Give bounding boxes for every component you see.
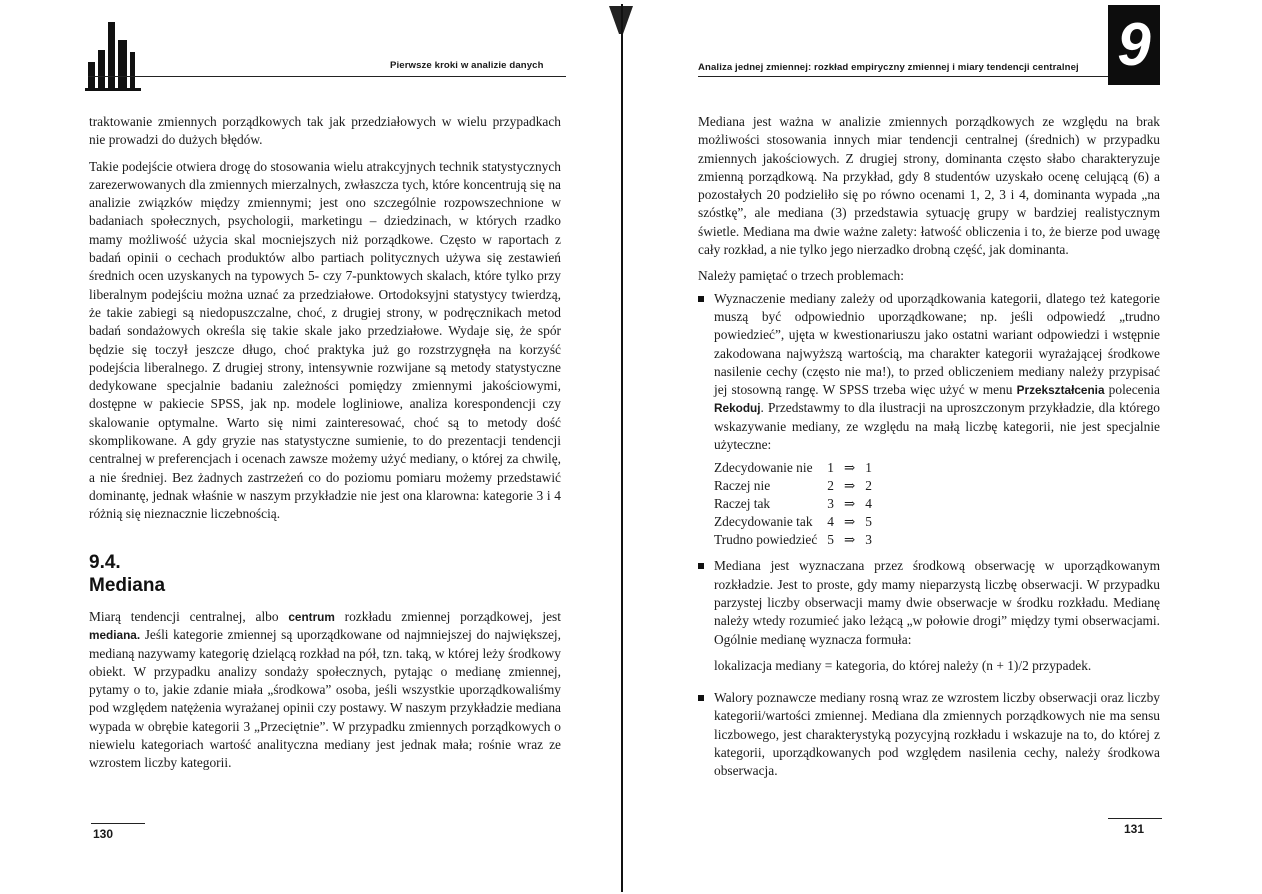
header-rule-left	[88, 76, 566, 77]
paragraph: Należy pamiętać o trzech problemach:	[698, 268, 904, 284]
paragraph: Mediana jest ważna w analizie zmiennych porządkowych ze względu na brak możliwości stosowania innych miar tendencji centralnej (średnich) w przypadku zmiennych jakościowych. Z drugiej strony, dominanta często słabo charakteryzuje zmienną porządkową. Na przykład, gdy 8 studentów uzyskało ocenę celującą (6) a pozostałych 20 podzieliło się po równo ocenami 1, 2, 3 i 4, dominanta wypada „na szóstkę”, ale mediana (3) przedstawia sytuację grupy w bardziej realistycznym świetle. Mediana ma dwie ważne zalety: łatwość obliczenia i to, że bierze pod uwagę cały rozkład, a nie tylko jego nierzadko drobną część, jak dominanta.	[698, 114, 1160, 258]
section-number: 9.4.	[89, 552, 121, 573]
paragraph: traktowanie zmiennych porządkowych tak jak przedziałowych w wielu przypadkach nie prowadzi do dużych błędów.	[89, 114, 561, 148]
paragraph: Takie podejście otwiera drogę do stosowania wielu atrakcyjnych technik statystycznych zarezerwowanych dla zmiennych mierzalnych, zwłaszcza tych, które koncentrują się na analizie związków między zmiennymi; jest ono szczególnie rozpowszechnione w badaniach społecznych, psychologii, marketingu – dziedzinach, w których rzadko mamy możliwość użycia skal mocniejszych niż porządkowe. Często w raportach z badań opinii o cechach produktów albo partiach politycznych używa się zestawień średnich ocen uzyskanych na typowych 5- czy 7-punktowych skalach, które tylko przy liberalnym podejściu można uznać za przedziałowe. Ortodoksyjni statystycy twierdzą, że takie zabiegi są niedopuszczalne, choć, z drugiej strony, w podręcznikach metod badań sondażowych określa się takie skale jako przedziałowe. Wydaje się, że spór będzie się toczył jeszcze długo, choć praktyka już go rozstrzygnęła na korzyść podejścia liberalnego. Z drugiej strony, intensywnie rozwijane są metody statystyczne dedykowane specjalnie badaniu zależności pomiędzy zmiennymi jakościowymi, dostępne w pakiecie SPSS, jak np. modele logliniowe, analiza korespondencji czy skalowanie optymalne. Warto się nimi zainteresować, choć są to metody dość skomplikowane. A gdy gryzie nas statystyczne sumienie, to do prezentacji tendencji centralnej w preferencjach i ocenach zawsze możemy użyć mediany, o której za chwilę, a nie średniej. Bez żadnych zastrzeżeń co do poziomu pomiaru możemy przedstawić dominantę, jednak właśnie w naszym przykładzie nie jest ona klarowna: kategorie 3 i 4 różnią się nieznacznie liczebnością.	[89, 158, 561, 522]
chapter-bars-logo	[85, 12, 145, 94]
header-rule-right	[698, 76, 1110, 77]
mediana-definition	[89, 608, 561, 781]
list-item: Mediana jest wyznaczana przez środkową obserwację w uporządkowanym rozkładzie. Jest to proste, gdy mamy nieparzystą liczbę obserwacji. W przypadku parzystej liczby obserwacji mamy dwie obserwacje w środku rozkładu. Medianę należy wtedy rozumieć jako leżącą „w połowie drogi” między tymi obserwacjami. Ogólnie medianę wyznacza formuła: lokalizacja mediany = kategoria, do której należy (n + 1)/2 przypadek.	[698, 557, 1160, 675]
folio-rule-left	[91, 823, 145, 824]
book-gutter	[619, 4, 624, 892]
term-centrum: centrum	[288, 610, 335, 624]
menu-przeksztalcenia: Przekształcenia	[1016, 383, 1105, 398]
table-row: Raczej nie 2 ⇒ 2	[714, 478, 872, 494]
table-row: Trudno powiedzieć 5 ⇒ 3	[714, 532, 872, 548]
problems-list	[698, 290, 1160, 781]
chapter-number-tab: 9	[1108, 5, 1160, 85]
term-mediana: mediana.	[89, 628, 141, 643]
recode-table	[714, 459, 882, 549]
list-item: Wyznaczenie mediany zależy od uporządkowania kategorii, dlatego też kategorie muszą być odpowiednio uporządkowane; np. jeśli odpowiedź „trudno powiedzieć”, ujęta w kwestionariuszu jako ostatni wariant odpowiedzi i wstępnie zakodowana najwyższą wartością, ma charakter kategorii wyrażającej środkowe nasilenie cechy (często nie ma!), to przed obliczeniem mediany należy przypisać jej stosowną rangę. W SPSS trzeba więc użyć w menu Przekształcenia polecenia Rekoduj. Przedstawmy to dla ilustracji na uproszczonym przykładzie, dla którego wskazywanie mediany, ze względu na małą liczbę kategorii, nie jest specjalnie użyteczne: Zdecydowanie nie 1 ⇒ 1 Raczej nie 2 ⇒ 2 Raczej tak 3 ⇒ 4 Zdecydowanie tak 4 ⇒ 5 Trudno powiedzieć 5 ⇒ 3	[698, 290, 1160, 550]
table-row: Zdecydowanie nie 1 ⇒ 1	[714, 460, 872, 476]
list-item: Walory poznawcze mediany rosną wraz ze wzrostem liczby obserwacji oraz liczby kategorii/wartości zmiennej. Mediana dla zmiennych porządkowych nie ma sensu liczbowego, jest charakterystyką pozycyjną rozkładu i wskazuje na to, do której z kategorii, uporządkowanych pod względem nasilenia cechy, należy środkowa obserwacja.	[698, 689, 1160, 780]
page-number-left: 130	[93, 827, 114, 841]
left-page	[0, 0, 612, 894]
right-body-text	[698, 113, 1160, 789]
running-head-right: Analiza jednej zmiennej: rozkład empiryczny zmiennej i miary tendencji centralnej	[698, 62, 1079, 73]
left-body-text	[89, 113, 561, 532]
paragraph: Miarą tendencji centralnej, albo centrum rozkładu zmiennej porządkowej, jest mediana. Jeśli kategorie zmiennej są uporządkowane od najmniejszej do największej, medianą nazywamy kategorię dzielącą rozkład na pół, tzn. taką, w której leży środkowy obiekt. W przypadku analizy sondaży społecznych, pytając o medianę zmiennej, pytamy o to, jakie zdanie miała „środkowa” osoba, jeśli wszystkie uporządkowaliśmy pod względem natężenia wyrażanej opinii czy postawy. W naszym przykładzie mediana wypada w obrębie kategorii 3 „Przeciętnie”. W przypadku zmiennych porządkowych o niewielu kategoriach wartość analityczna mediany jest jednak mała; rośnie wraz ze wzrostem liczby kategorii.	[89, 609, 561, 771]
table-row: Raczej tak 3 ⇒ 4	[714, 496, 872, 512]
folio-rule-right	[1108, 818, 1162, 819]
command-rekoduj: Rekoduj	[714, 401, 761, 416]
median-formula: lokalizacja mediany = kategoria, do której należy (n + 1)/2 przypadek.	[714, 657, 1092, 673]
table-row: Zdecydowanie tak 4 ⇒ 5	[714, 514, 872, 530]
page-number-right: 131	[1124, 822, 1145, 836]
section-title: Mediana	[89, 575, 166, 596]
running-head-left: Pierwsze kroki w analizie danych	[390, 60, 544, 71]
